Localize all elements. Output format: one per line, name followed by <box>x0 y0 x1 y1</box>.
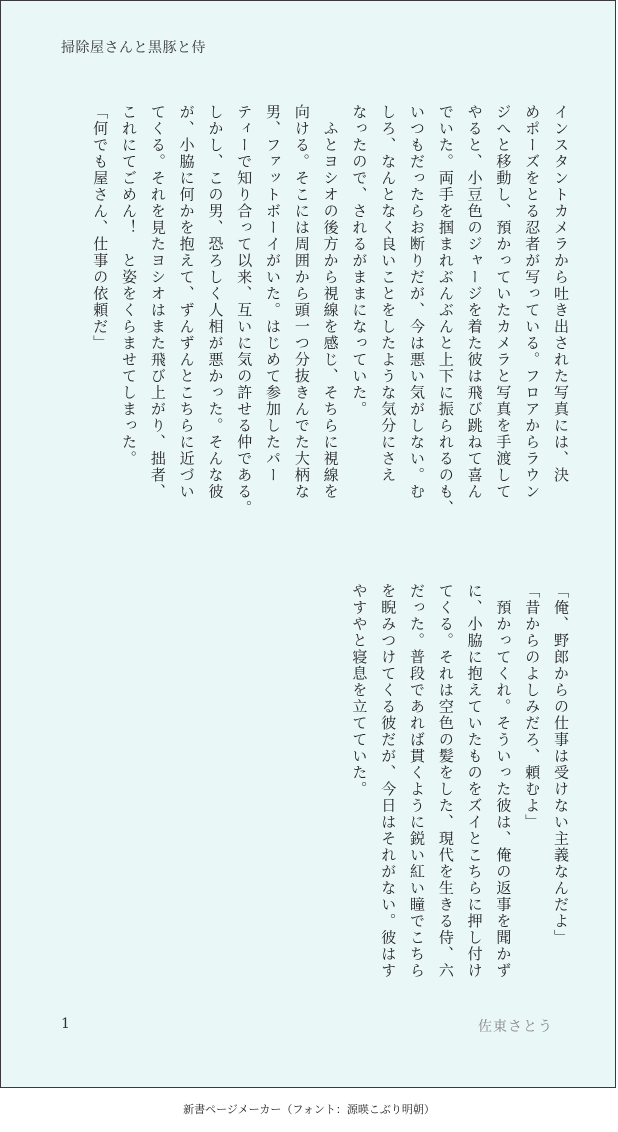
text-column: これにてごめん！ と姿をくらませてしまった。 <box>120 104 139 467</box>
text-column: でいた。両手を掴まれぶんぶんと上下に振られるのも、 <box>436 104 455 517</box>
text-column: 「何でも屋さん、仕事の依頼だ」 <box>91 104 110 352</box>
text-column: しろ、なんとなく良いことをしたような気分にさえ <box>379 104 398 484</box>
text-column: ジへと移動し、預かっていたカメラと写真を手渡して <box>494 104 513 500</box>
text-column: めポーズをとる忍者が写っている。フロアからラウン <box>523 104 542 500</box>
text-column: だった。普段であれば貫くように鋭い紅い瞳でこちら <box>408 583 427 979</box>
body-text-bottom <box>345 583 575 1023</box>
body-text-top <box>85 104 575 544</box>
text-column: に、小脇に抱えていたものをズイとこちらに押し付け <box>465 583 484 979</box>
book-title: 掃除屋さんと黒豚と侍 <box>61 40 206 56</box>
text-column: 男、ファットボーイがいた。はじめて参加したパー <box>264 104 283 484</box>
text-column: いつもだったらお断りだが、今は悪い気がしない。む <box>408 104 427 500</box>
text-column: やると、小豆色のジャージを着た彼は飛び跳ねて喜ん <box>465 104 484 500</box>
text-column: しかし、この男、恐ろしく人相が悪かった。そんな彼 <box>206 104 225 500</box>
text-column: を睨みつけてくる彼だが、今日はそれがない。彼はす <box>379 583 398 979</box>
text-column: インスタントカメラから吐き出された写真には、決 <box>552 104 570 484</box>
text-column: てくる。それを見たヨシオはまた飛び上がり、拙者、 <box>148 104 167 500</box>
generator-credit: 新書ページメーカー（フォント：源暎こぶり明朝） <box>183 1103 435 1116</box>
author-name: 佐東さとう <box>478 1019 553 1035</box>
text-column: ふとヨシオの後方から視線を感じ、そちらに視線を <box>321 104 340 500</box>
text-column: が、小脇に何かを抱えて、ずんずんとこちらに近づい <box>177 104 196 500</box>
page-number: 1 <box>61 1016 70 1032</box>
text-column: なったので、されるがままになっていた。 <box>350 104 369 418</box>
text-column: 「昔からのよしみだろ、頼むよ」 <box>523 583 542 831</box>
text-column: やすやと寝息を立てていた。 <box>350 583 369 798</box>
text-column: 預かってくれ。そういった彼は、俺の返事を聞かず <box>494 583 513 979</box>
text-column: てくる。それは空色の髪をした、現代を生きる侍、六 <box>436 583 455 979</box>
text-column: 「俺、野郎からの仕事は受けない主義なんだよ」 <box>552 583 570 946</box>
text-column: 向ける。そこには周囲から頭一つ分抜きんでた大柄な <box>292 104 311 500</box>
text-column: ティーで知り合って以来、互いに気の許せる仲である。 <box>235 104 254 517</box>
